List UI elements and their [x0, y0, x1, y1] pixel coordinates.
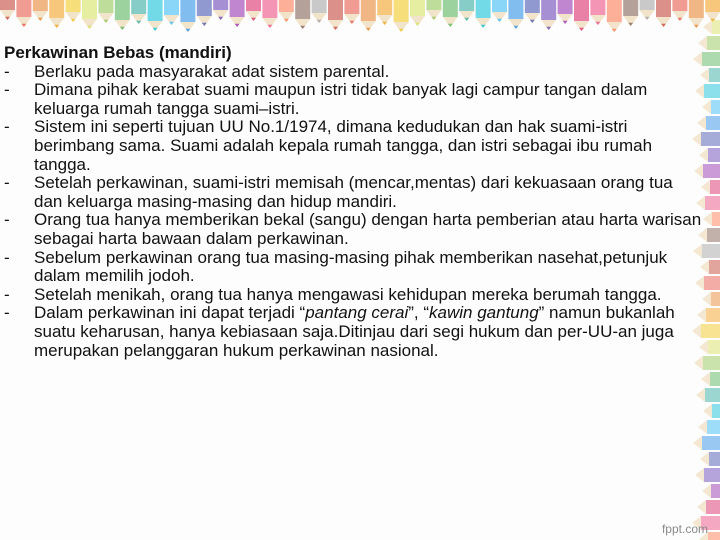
slide-title: Perkawinan Bebas (mandiri) [4, 43, 232, 62]
pencil-top [49, 0, 64, 28]
bullet-item [4, 118, 704, 174]
pencil-right [700, 452, 720, 466]
pencil-right [698, 420, 720, 434]
bullet-text: Dimana pihak kerabat suami maupun istri tidak banyak lagi campur tangan dalam keluarga rumah tangga suami–istri. [34, 80, 648, 118]
bullet-text: ”, “ [408, 303, 430, 323]
bullet-dash: - [4, 210, 10, 230]
pencil-top [295, 0, 310, 29]
bullet-dash: - [4, 80, 10, 100]
bullet-text: Setelah menikah, orang tua hanya mengawasi kehidupan mereka berumah tangga. [34, 284, 662, 304]
bullet-item [4, 211, 704, 248]
bullet-text: Dalam perkawinan ini dapat terjadi “ [34, 303, 306, 323]
pencil-top [574, 0, 589, 31]
pencil-right [703, 20, 720, 34]
bullet-text: Sistem ini seperti tujuan UU No.1/1974, dimana kedudukan dan hak suami-istri berimbang sama. Suami adalah kepala rumah tangga, dan istri sebagai ibu rumah tangga. [34, 117, 653, 174]
pencil-top [541, 0, 556, 30]
pencil-top [148, 0, 163, 31]
pencil-top [443, 0, 458, 27]
pencil-top [361, 0, 376, 31]
pencil-top [312, 0, 327, 23]
bullet-dash: - [4, 173, 10, 193]
pencil-right [697, 500, 720, 514]
pencil-right [703, 404, 720, 418]
bullet-dash: - [4, 284, 10, 304]
watermark: fppt.com [661, 522, 708, 536]
pencil-top [98, 0, 113, 23]
bullet-text: Setelah perkawinan, suami-istri memisah (mencar,mentas) dari kekuasaan orang tua dan keluarga masing-masing dan hidup mandiri. [34, 173, 673, 211]
pencil-top [640, 0, 655, 20]
pencil-top [164, 0, 179, 25]
pencil-right [703, 212, 720, 226]
pencil-top [394, 0, 409, 32]
bullet-item [4, 249, 704, 286]
pencil-top [705, 0, 720, 22]
pencil-top [426, 0, 441, 20]
pencil-top [230, 0, 245, 27]
bullet-item [4, 174, 704, 211]
bullet-list [4, 63, 704, 361]
pencil-top [197, 0, 212, 26]
bullet-dash: - [4, 247, 10, 267]
pencil-top [656, 0, 671, 27]
pencil-top [262, 0, 277, 28]
pencil-top [410, 0, 425, 26]
pencil-top [377, 0, 392, 25]
pencil-top [279, 0, 294, 22]
bullet-text: Berlaku pada masyarakat adat sistem parental. [34, 61, 390, 81]
bullet-dash: - [4, 61, 10, 81]
bullet-dash: - [4, 303, 10, 323]
pencil-top [115, 0, 130, 30]
pencil-top [16, 0, 31, 27]
pencil-top [623, 0, 638, 26]
pencil-top [558, 0, 573, 24]
bullet-text-italic: pantang cerai [305, 303, 409, 323]
pencil-top [607, 0, 622, 32]
bullet-item [4, 304, 704, 360]
pencil-top [590, 0, 605, 25]
pencil-top [344, 0, 359, 24]
pencil-right [702, 484, 720, 498]
pencil-right [702, 292, 720, 306]
pencil-right [693, 436, 720, 450]
pencil-right [695, 468, 720, 482]
pencil-top [0, 0, 15, 20]
pencil-top [492, 0, 507, 22]
pencil-top [66, 0, 81, 22]
bullet-text: ” namun bukanlah suatu keharusan, hanya kebiasaan saja.Ditinjau dari segi hukum dan per-UU-an juga merupakan pelanggaran hukum perkawinan nasional. [34, 303, 675, 360]
bullet-item [4, 63, 704, 82]
bullet-dash: - [4, 117, 10, 137]
pencil-top [476, 0, 491, 28]
pencil-top [180, 0, 195, 32]
pencil-top [82, 0, 97, 29]
slide-body [4, 44, 704, 360]
pencil-right [696, 388, 720, 402]
bullet-item [4, 81, 704, 118]
bullet-text-italic: kawin gantung [429, 303, 539, 323]
bullet-text: Orang tua hanya memberikan bekal (sangu) dengan harta pemberian atau harta warisan sebagai harta bawaan dalam perkawinan. [34, 210, 702, 248]
pencil-top [213, 0, 228, 20]
bullet-text: Sebelum perkawinan orang tua masing-masing pihak memberikan nasehat,petunjuk dalam memilih jodoh. [34, 247, 668, 286]
pencil-right [701, 372, 720, 386]
pencil-top [246, 0, 261, 21]
pencil-top [33, 0, 48, 21]
pencil-top [689, 0, 704, 28]
pencil-top [328, 0, 343, 30]
bullet-item [4, 286, 704, 305]
pencil-right [702, 100, 720, 114]
pencil-top [508, 0, 523, 29]
pencil-top [672, 0, 687, 21]
pencil-top [131, 0, 146, 24]
pencil-top [525, 0, 540, 23]
pencil-top [459, 0, 474, 21]
